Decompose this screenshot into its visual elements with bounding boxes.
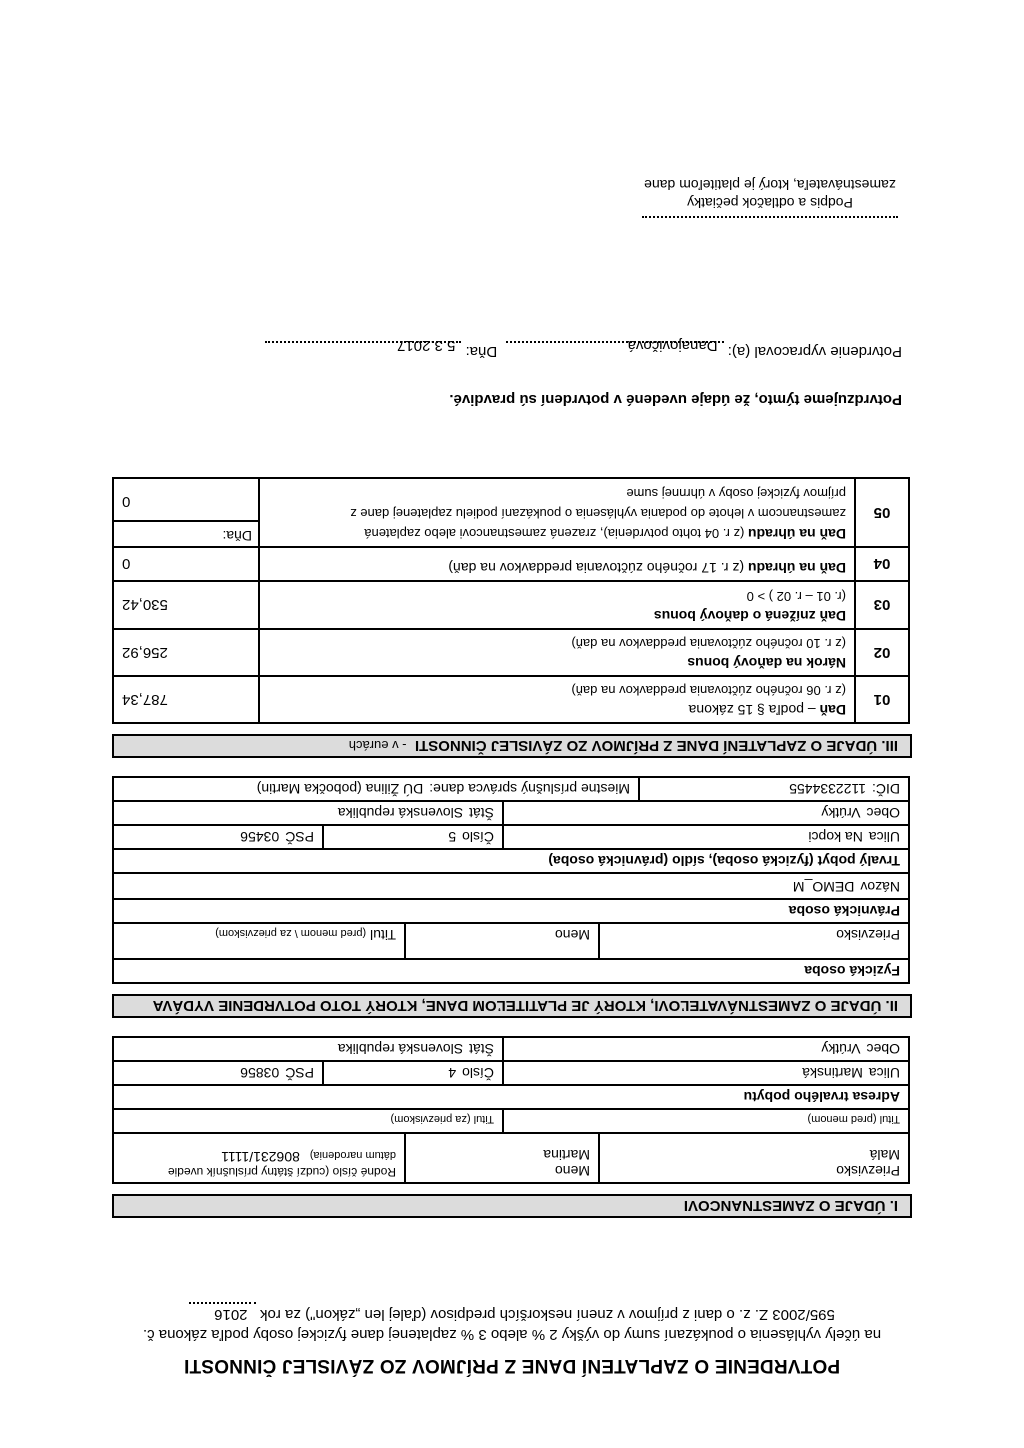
section-3-heading-text: III. ÚDAJE O ZAPLATENÍ DANE Z PRÍJMOV ZO ZÁVISLEJ ČINNOSTI: [414, 737, 898, 754]
natural-person-heading: Fyzická osoba: [113, 959, 909, 983]
employee-name-cell: [405, 1133, 599, 1183]
row05-line-1: [268, 523, 846, 544]
employee-surname-value: Malá: [869, 1147, 900, 1163]
signature-line: [642, 216, 898, 224]
intro-line-2: [60, 1302, 964, 1324]
employee-address-heading: Adresa trvalého pobytu: [113, 1085, 909, 1109]
tax-row-05: [113, 478, 909, 547]
birth-number-label-2: dátum narodenia): [309, 1149, 396, 1161]
company-name-value: DEMO_M: [792, 879, 855, 895]
tax-row-number: 01: [855, 676, 909, 723]
employee-title-table: [112, 1084, 910, 1134]
legal-person-heading: Právnická osoba: [113, 899, 909, 923]
tax-row-number: 02: [855, 629, 909, 676]
employer-number-value: 5: [448, 829, 457, 845]
tax-row: [113, 676, 909, 723]
employee-surname-cell: [599, 1133, 909, 1183]
employer-natural-table: [112, 958, 910, 984]
row05-line-3: príjmov fyzickej osoby v úhrnnej sume: [626, 486, 846, 501]
employer-city-value: Vrútky: [821, 805, 861, 821]
intro-line-1: na účely vyhlásenia o poukázaní sumy do výšky 2 % alebo 3 % zaplatenej dane fyzickej osoby podľa zákona č.: [142, 1326, 882, 1343]
employee-psc-cell: [113, 1061, 323, 1085]
year-value: 2016: [214, 1306, 248, 1323]
year-field: [189, 1302, 256, 1324]
tax-row-number: 04: [855, 547, 909, 581]
employer-address-table: [112, 824, 910, 850]
employer-street-value: Na kopci: [808, 829, 863, 845]
employee-address-table: [112, 1060, 910, 1086]
employer-surname-label: Priezvisko: [836, 927, 900, 943]
employee-surname-label: Priezvisko: [836, 1163, 900, 1179]
employee-city-cell: [503, 1037, 909, 1061]
employer-street-cell: [503, 825, 909, 849]
employer-title-note: (pred menom \ za priezviskom): [215, 927, 367, 939]
intro-line-2-text: 595/2003 Z. z. o dani z príjmov v znení neskorších predpisov (ďalej len „zákon") za rok: [260, 1306, 835, 1323]
prepared-date-value: 5.3.2017: [396, 337, 456, 354]
employer-city-table: [112, 800, 910, 826]
tax-row-number: 03: [855, 581, 909, 629]
employee-psc-value: 03856: [240, 1065, 280, 1081]
employee-name-label: Meno: [554, 1163, 590, 1179]
tax-row: [113, 581, 909, 629]
tax-row-description: [259, 676, 855, 723]
employee-city-value: Vrútky: [821, 1041, 861, 1057]
employee-number-label: Číslo: [462, 1065, 494, 1081]
row05-date-label: Dňa:: [114, 520, 258, 546]
tax-row-amount: 787,34: [113, 676, 259, 723]
tax-office-label: Miestne príslušný správca dane:: [429, 781, 630, 797]
title-after-label: Titul (za priezviskom): [390, 1113, 494, 1125]
prepared-field: [506, 337, 724, 360]
dic-value: 1122334455: [789, 781, 866, 797]
tax-row: [113, 629, 909, 676]
employer-name-label: Meno: [554, 927, 590, 943]
section-3-heading: [112, 734, 912, 758]
signature-label-2: zamestnávateľa, ktorý je platiteľom dane: [644, 177, 896, 193]
employee-title-after-cell: [113, 1109, 503, 1133]
row05-amount: 0: [122, 493, 131, 510]
section-3-heading-note: - v eurách: [348, 738, 407, 753]
tax-row-amount: 256,92: [113, 629, 259, 676]
employer-title-label: Titul: [370, 927, 396, 943]
employer-state-label: Štát: [469, 805, 494, 821]
tax-row-05-number: 05: [855, 478, 909, 547]
employee-name-value: Martina: [543, 1147, 590, 1163]
tax-row-amount: 0: [113, 547, 259, 581]
employer-name-cell: [405, 923, 599, 959]
tax-table: [112, 477, 910, 724]
tax-row-05-description: [259, 478, 855, 547]
signature-label-1: Podpis a odtlačok pečiatky: [687, 195, 853, 211]
tax-office-cell: [113, 777, 639, 801]
employee-city-table: [112, 1036, 910, 1062]
employer-city-label: Obec: [866, 805, 900, 821]
tax-row-title: Daň na úhradu: [747, 560, 846, 576]
employee-state-value: Slovenská republika: [337, 1041, 464, 1057]
tax-row-title-rest: (z r. 17 ročného zúčtovania preddavkov na daň): [448, 560, 748, 576]
employer-number-cell: [323, 825, 503, 849]
employee-psc-label: PSČ: [285, 1065, 314, 1081]
employee-number-cell: [323, 1061, 503, 1085]
employee-state-label: Štát: [469, 1041, 494, 1057]
company-name-label: Názov: [860, 879, 900, 895]
title-before-label: Titul (pred menom): [807, 1113, 900, 1125]
employee-street-value: Martinská: [802, 1065, 863, 1081]
tax-row-title: Daň: [819, 702, 846, 718]
tax-row-title: Daň znížená o daňový bonus: [653, 608, 846, 624]
signature-block: [642, 176, 898, 230]
company-name-cell: [113, 873, 909, 899]
row05-line-1-rest: (z r. 04 tohto potvrdenia), zrazená zamestnancovi alebo zaplatená: [364, 526, 748, 541]
birth-number-value: 806231/1111: [221, 1149, 300, 1165]
employer-state-value: Slovenská republika: [337, 805, 464, 821]
employee-table: [112, 1132, 910, 1184]
tax-row-title-rest: – podľa § 15 zákona: [688, 702, 820, 718]
employer-psc-value: 03456: [240, 829, 280, 845]
form-intro: [60, 1302, 964, 1344]
employer-tax-table: [112, 776, 910, 802]
row05-line-2: zamestnancom v lehote do podania vyhlásenia o poukázaní podielu zaplatenej dane z: [350, 506, 846, 521]
tax-row-description: [259, 547, 855, 581]
tax-office-value: DÚ Žilina (pobočka Martin): [256, 781, 424, 797]
birth-number-label: Rodné číslo (cudzí štátny príslušník uvedie: [167, 1165, 396, 1179]
tax-row-subtitle: (z r. 06 ročného zúčtovania preddavkov na daň): [571, 683, 846, 698]
prepared-value: Danajovičová: [627, 337, 718, 354]
tax-row-05-amount-cell: [113, 478, 259, 547]
tax-row-title-line: [268, 558, 846, 577]
employer-title-cell: [113, 923, 405, 959]
tax-row-title-line: [268, 606, 846, 625]
tax-row: [113, 547, 909, 581]
tax-row-description: [259, 581, 855, 629]
employer-legal-table: [112, 848, 910, 924]
dic-label: DIČ:: [872, 781, 900, 797]
employee-street-label: Ulica: [868, 1065, 900, 1081]
section-1-heading: I. ÚDAJE O ZAMESTNANCOVI: [112, 1194, 912, 1218]
prepared-date-field: [265, 337, 461, 360]
employee-city-label: Obec: [866, 1041, 900, 1057]
employer-street-label: Ulica: [868, 829, 900, 845]
tax-row-title: Nárok na daňový bonus: [687, 655, 846, 671]
section-2-heading: II. ÚDAJE O ZAMESTNÁVATEĽOVI, KTORÝ JE PLATITEĽOM DANE, KTORÝ TOTO POTVRDENIE VYDÁVA: [112, 994, 912, 1018]
tax-row-amount: 530,42: [113, 581, 259, 629]
prepared-date-label: Dňa:: [465, 343, 498, 360]
employer-city-cell: [503, 801, 909, 825]
employee-birth-number-cell: [113, 1133, 405, 1183]
employer-number-label: Číslo: [462, 829, 494, 845]
form-title: POTVRDENIE O ZAPLATENÍ DANE Z PRÍJMOV ZO ZÁVISLEJ ČINNOSTI: [183, 1355, 841, 1376]
prepared-line: [142, 337, 902, 360]
tax-row-title-line: [268, 700, 846, 719]
dic-cell: [639, 777, 909, 801]
tax-row-subtitle: (z r. 10 ročného zúčtovania preddavkov na daň): [571, 636, 846, 651]
employer-psc-label: PSČ: [285, 829, 314, 845]
employee-number-value: 4: [448, 1065, 457, 1081]
tax-row-title-line: [268, 653, 846, 672]
residence-heading: Trvalý pobyt (fyzická osoba), sídlo (právnická osoba): [113, 849, 909, 873]
prepared-label: Potvrdenie vypracoval (a):: [727, 343, 902, 360]
birth-number-line: [122, 1149, 396, 1165]
row05-title: Daň na úhradu: [747, 526, 846, 542]
employee-state-cell: [113, 1037, 503, 1061]
confirmation-statement: Potvrdzujeme týmto, že údaje uvedené v potvrdení sú pravdivé.: [449, 391, 902, 408]
tax-row-description: [259, 629, 855, 676]
employer-psc-cell: [113, 825, 323, 849]
employer-surname-cell: [599, 923, 909, 959]
tax-rows: [113, 547, 909, 723]
tax-row-subtitle: (r. 01 – r. 02 ) > 0: [746, 589, 846, 604]
employee-title-before-cell: [503, 1109, 909, 1133]
employee-street-cell: [503, 1061, 909, 1085]
employer-state-cell: [113, 801, 503, 825]
employer-natural-names-table: [112, 922, 910, 960]
